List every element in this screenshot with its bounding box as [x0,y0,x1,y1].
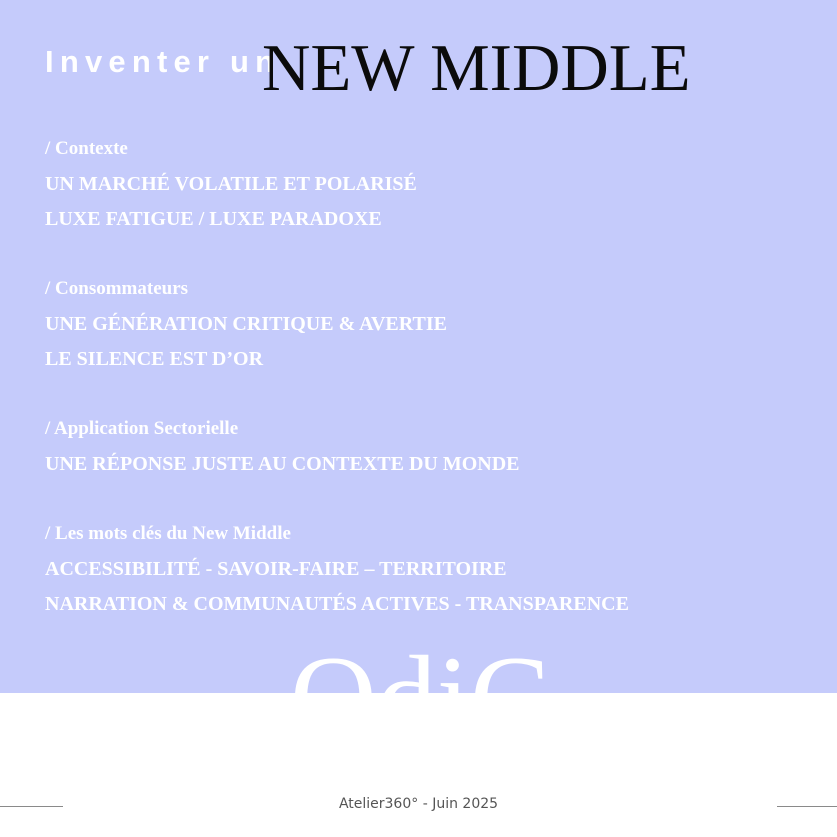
section-mots-cles [45,523,629,628]
odic-logo: OdiC [290,631,551,764]
section-line: UNE RÉPONSE JUSTE AU CONTEXTE DU MONDE [45,453,520,475]
section-line: NARRATION & COMMUNAUTÉS ACTIVES - TRANSPARENCE [45,593,629,615]
page-title: NEW MIDDLE [262,31,691,105]
title-prefix: Inventer un [45,44,281,79]
section-line: LUXE FATIGUE / LUXE PARADOXE [45,208,382,230]
section-consommateurs [45,278,447,383]
section-line: UNE GÉNÉRATION CRITIQUE & AVERTIE [45,313,447,335]
section-heading: / Consommateurs [45,278,189,299]
section-application-sectorielle [45,418,520,488]
section-contexte [45,138,417,243]
footer-rule-right [777,806,837,807]
section-heading: / Contexte [45,138,128,159]
section-heading: / Les mots clés du New Middle [45,523,291,544]
section-heading: / Application Sectorielle [45,418,239,439]
footer-caption: Atelier360° - Juin 2025 [338,796,499,812]
section-line: LE SILENCE EST D’OR [45,348,264,370]
section-line: UN MARCHÉ VOLATILE ET POLARISÉ [45,173,417,195]
section-line: ACCESSIBILITÉ - SAVOIR-FAIRE – TERRITOIRE [45,558,507,580]
